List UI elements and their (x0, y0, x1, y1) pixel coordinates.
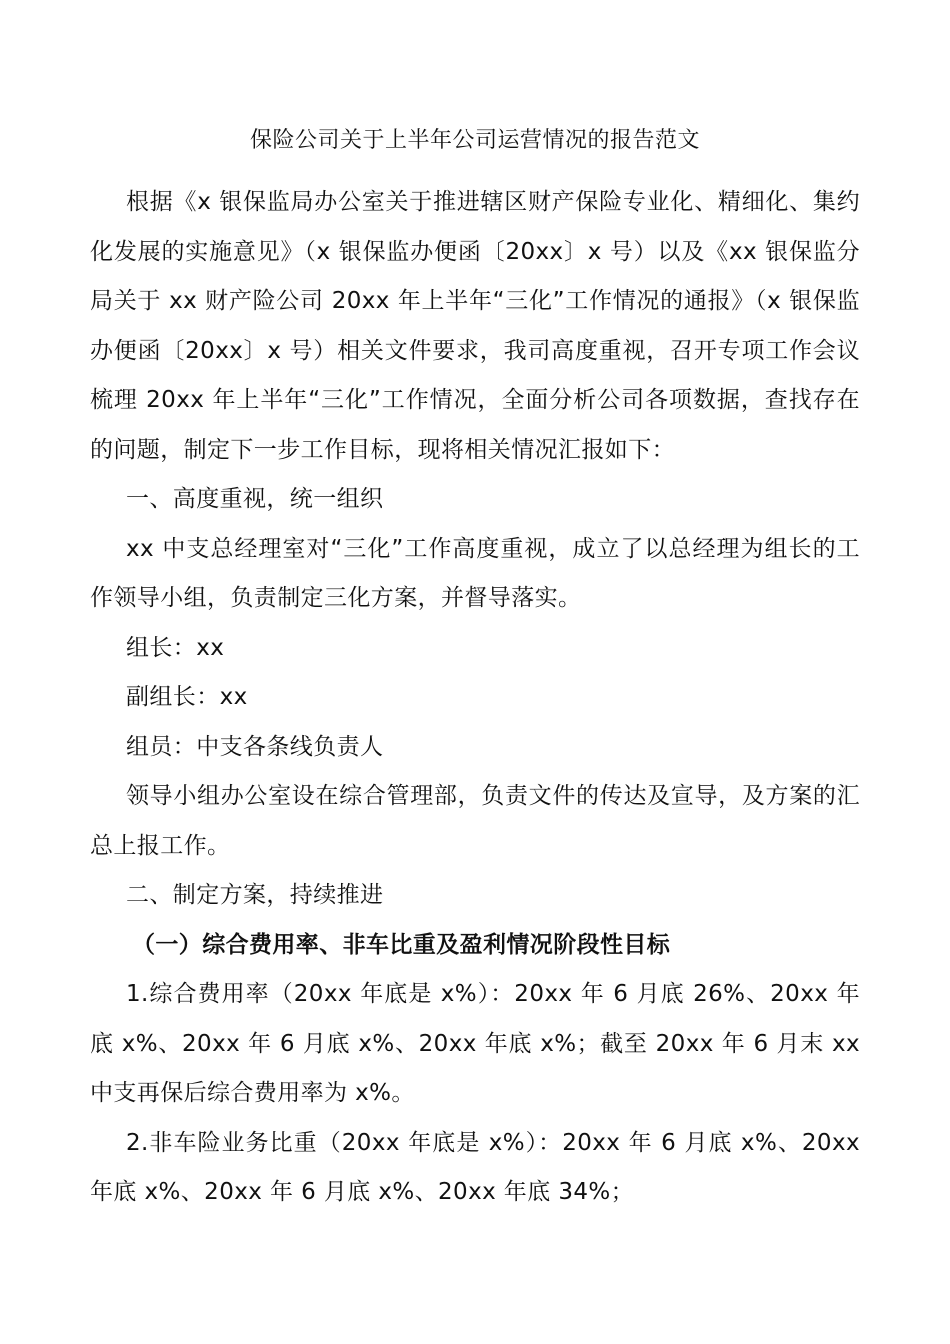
group-leader-line: 组长：xx (126, 634, 225, 661)
section-heading-2: 二、制定方案，持续推进 (126, 882, 384, 908)
subsection-heading-1: （一）综合费用率、非车比重及盈利情况阶段性目标 (132, 931, 671, 958)
document-title: 保险公司关于上半年公司运营情况的报告范文 (249, 128, 700, 153)
section-heading-1: 一、高度重视，统一组织 (126, 486, 384, 512)
members-line: 组员：中支各条线负责人 (126, 733, 384, 760)
intro-paragraph: 根据《x 银保监局办公室关于推进辖区财产保险专业化、精细化、集约化发展的实施意见》（x 银保监办便函〔20xx〕x 号）以及《xx 银保监分局关于 xx 财产险公司 20xx 年上半年“三化”工作情况的通报》（x 银保监办便函〔20xx〕x 号）相关文件要求，我司高度重视，召开专项工作会议梳理 20xx 年上半年“三化”工作情况，全面分析公司各项数据，查找存在的问题，制定下一步工作目标，现将相关情况汇报如下： (90, 189, 860, 463)
document-body (90, 178, 860, 1218)
expense-ratio-paragraph: 1.综合费用率（20xx 年底是 x%）：20xx 年 6 月底 26%、20xx 年底 x%、20xx 年 6 月底 x%、20xx 年底 x%；截至 20xx 年 6 月末 xx 中支再保后综合费用率为 x%。 (90, 981, 860, 1106)
non-auto-ratio-paragraph: 2.非车险业务比重（20xx 年底是 x%）：20xx 年 6 月底 x%、20xx 年底 x%、20xx 年 6 月底 x%、20xx 年底 34%； (90, 1129, 860, 1205)
leadership-paragraph: xx 中支总经理室对“三化”工作高度重视，成立了以总经理为组长的工作领导小组，负责制定三化方案，并督导落实。 (90, 535, 860, 611)
deputy-leader-line: 副组长：xx (126, 684, 248, 710)
office-paragraph: 领导小组办公室设在综合管理部，负责文件的传达及宣导，及方案的汇总上报工作。 (90, 783, 860, 859)
